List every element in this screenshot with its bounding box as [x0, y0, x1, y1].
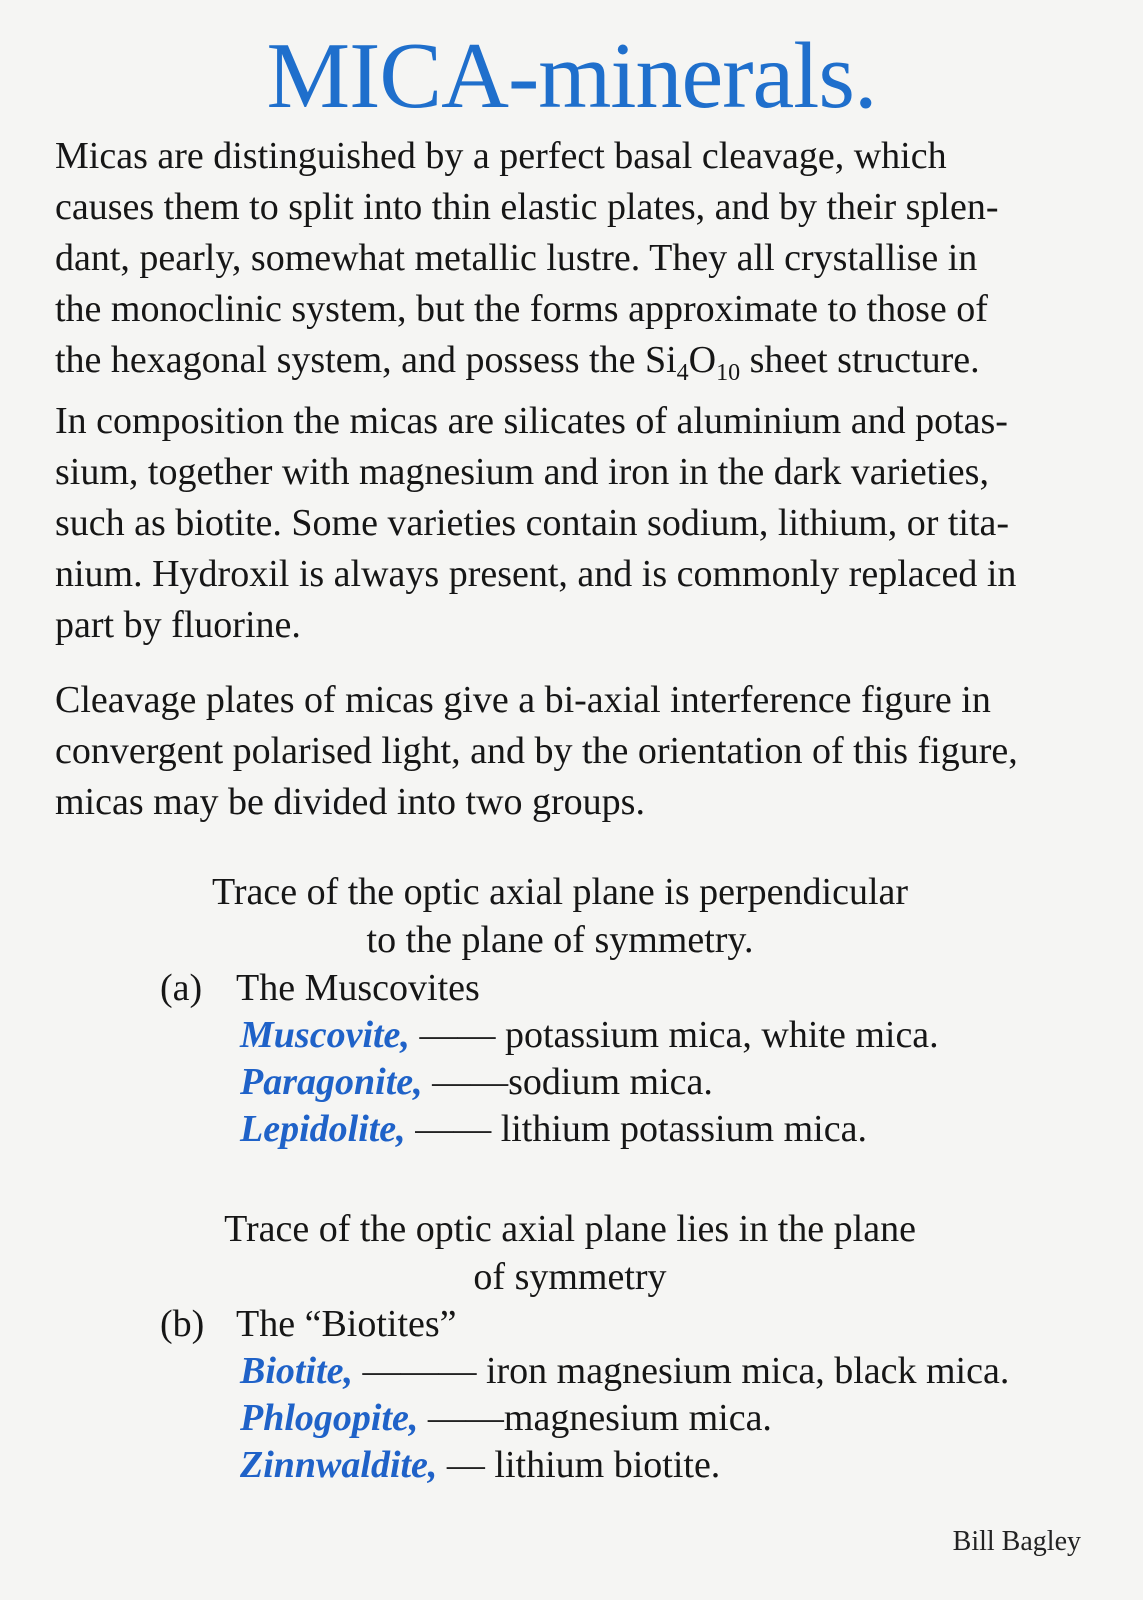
- subscript: 10: [716, 360, 741, 386]
- trace-description-b: [190, 1205, 950, 1301]
- group-title: The “Biotites”: [236, 1303, 457, 1345]
- mineral-description: lithium potassium mica.: [500, 1108, 867, 1150]
- paragraph-composition: [55, 396, 1100, 651]
- mineral-name: Paragonite,: [240, 1061, 423, 1103]
- text-line: causes them to split into thin elastic plates, and by their splen-: [55, 186, 999, 228]
- text-line: of symmetry: [473, 1256, 667, 1298]
- text-line: Cleavage plates of micas give a bi-axial interference figure in: [55, 679, 991, 721]
- group-marker: (a): [160, 967, 203, 1009]
- mineral-row: [240, 1347, 1009, 1395]
- text-line: micas may be divided into two groups.: [55, 781, 645, 823]
- text-line: part by fluorine.: [55, 604, 301, 646]
- text-line: Trace of the optic axial plane is perpendicular: [211, 871, 909, 913]
- mineral-row: [240, 1105, 867, 1153]
- text-line: nium. Hydroxil is always present, and is commonly replaced in: [55, 553, 1017, 595]
- dash-separator: —: [437, 1444, 495, 1486]
- text-line: In composition the micas are silicates of aluminium and potas-: [55, 400, 1008, 442]
- dash-separator: ——: [409, 1014, 505, 1056]
- text-fragment: O: [688, 339, 717, 381]
- mineral-name: Muscovite,: [240, 1014, 410, 1056]
- text-line: to the plane of symmetry.: [366, 919, 754, 961]
- text-line: sium, together with magnesium and iron in the dark varieties,: [55, 451, 989, 493]
- text-line-formula: [55, 335, 1100, 386]
- mineral-row: [240, 1394, 772, 1442]
- dash-separator: ——: [418, 1397, 504, 1439]
- group-title: The Muscovites: [236, 967, 480, 1009]
- page-title: MICA-minerals.: [266, 24, 877, 128]
- trace-description-a: [180, 868, 940, 964]
- text-line: convergent polarised light, and by the orientation of this figure,: [55, 730, 1018, 772]
- mineral-description: iron magnesium mica, black mica.: [485, 1350, 1010, 1392]
- paragraph-optics: [55, 675, 1100, 828]
- group-marker: (b): [160, 1303, 205, 1345]
- mineral-row: [240, 1441, 720, 1489]
- dash-separator: ——: [422, 1061, 509, 1103]
- mineral-name: Zinnwaldite,: [240, 1444, 438, 1486]
- mineral-description: sodium mica.: [508, 1061, 713, 1103]
- dash-separator: ——: [405, 1108, 501, 1150]
- dash-separator: ———: [352, 1350, 486, 1392]
- text-line: such as biotite. Some varieties contain sodium, lithium, or tita-: [55, 502, 1010, 544]
- mineral-row: [240, 1011, 939, 1059]
- group-heading-a: [160, 964, 480, 1012]
- mineral-name: Biotite,: [240, 1350, 353, 1392]
- subscript: 4: [676, 360, 689, 386]
- author-signature: Bill Bagley: [952, 1526, 1081, 1557]
- mineral-description: potassium mica, white mica.: [504, 1014, 939, 1056]
- mineral-name: Lepidolite,: [240, 1108, 406, 1150]
- text-line: Trace of the optic axial plane lies in the plane: [224, 1208, 916, 1250]
- mineral-description: lithium biotite.: [494, 1444, 721, 1486]
- mineral-row: [240, 1058, 713, 1106]
- mineral-description: magnesium mica.: [503, 1397, 772, 1439]
- text-fragment: sheet structure.: [740, 339, 980, 381]
- text-line: dant, pearly, somewhat metallic lustre. They all crystallise in: [55, 237, 978, 279]
- group-heading-b: [160, 1300, 457, 1348]
- text-line: the monoclinic system, but the forms approximate to those of: [55, 288, 988, 330]
- mineral-name: Phlogopite,: [240, 1397, 419, 1439]
- text-line: Micas are distinguished by a perfect basal cleavage, which: [55, 135, 947, 177]
- text-fragment: the hexagonal system, and possess the Si: [55, 339, 677, 381]
- paragraph-cleavage: [55, 131, 1100, 386]
